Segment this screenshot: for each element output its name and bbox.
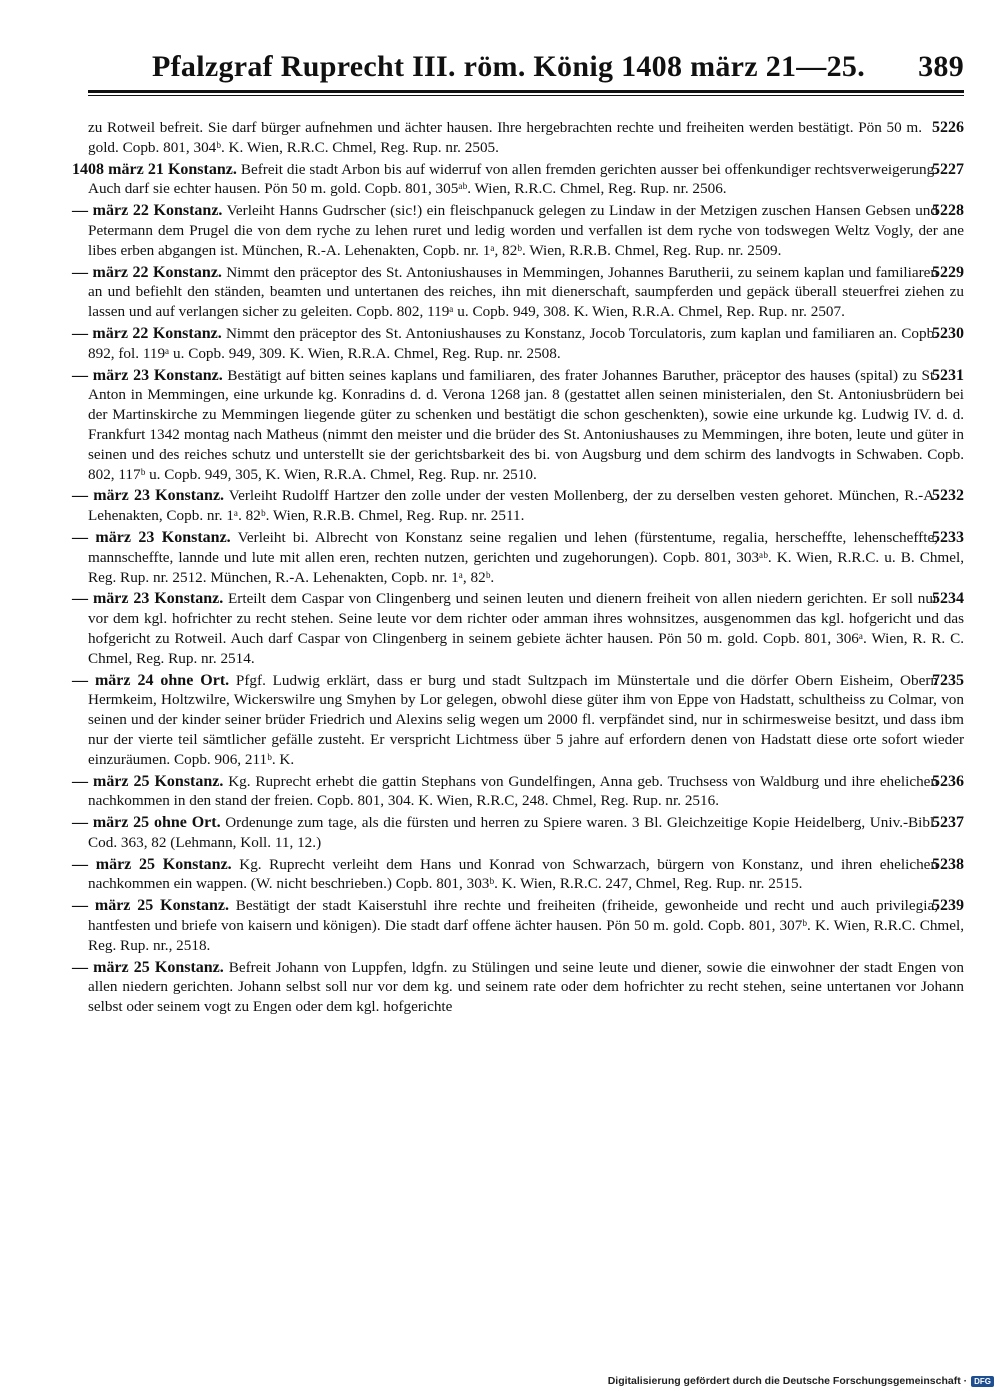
regest-number: 5232 [932,487,964,505]
regest-number: 5231 [932,366,964,384]
regest-entry [72,201,964,260]
footer [608,1375,994,1387]
regest-entry [72,772,964,812]
regest-number: 5229 [932,263,964,281]
regest-entry [72,118,964,158]
regest-text: Verleiht Rudolff Hartzer den zolle under der vesten Mollenberg, der zu derselben vesten gehoret. München, R.-A. Lehenakten, Copb. nr. 1ᵃ. 82ᵇ. Wien, R.R.B. Chmel, Reg. Rup. nr. 2511. [88,487,938,525]
regest-text: Nimmt den präceptor des St. Antoniushauses zu Konstanz, Jocob Torculatoris, zum kaplan und familiaren an. Copb. 892, fol. 119ᵃ u. Copb. 949, 309. K. Wien, R.R.A. Chmel, Reg. Rup. nr. 2508. [88,324,939,362]
regesta-list [72,118,964,1019]
regest-text: Befreit die stadt Arbon bis auf widerruf von allen fremden gerichten ausser bei offenkundiger rechtsverweigerung. Auch darf sie echter hausen. Pön 50 m. gold. Copb. 801, 305ᵃᵇ. Wien, R.R.C. Chmel, Reg. Rup. nr. 2506. [88,160,939,198]
regest-number: 5227 [932,160,964,178]
regest-number: 5237 [932,814,964,832]
regest-date-place: — märz 25 Konstanz. [72,772,224,790]
page-header [88,38,964,84]
regest-entry [72,486,964,526]
regest-entry [72,160,964,200]
regest-date-place: — märz 25 Konstanz. [72,897,230,915]
regest-number: 5234 [932,590,964,608]
regest-number: 7235 [932,671,964,689]
regest-entry [72,528,964,587]
regest-text: Befreit Johann von Luppfen, ldgfn. zu Stülingen und seine leute und diener, sowie die einwohner der stadt Engen von allen niedern gerichten. Johann selbst soll nur vor dem kg. und seinem rate oder dem hofrichter zu recht stehen, seine untertanen vor Johann selbst oder seinem vogt zu Engen oder dem kgl. hofgerichte [88,958,965,1016]
regest-date-place: — märz 23 Konstanz. [72,366,223,384]
header-rule-thin [88,95,964,96]
regest-text: Pfgf. Ludwig erklärt, dass er burg und stadt Sultzpach im Münstertale und die dörfer Obern Eisheim, Obern Hermkeim, Holtzwilre, Wickerswilre ung Smyhen by Lor gelegen, obwohl diese güter ihm von Eppe von Hadstatt, schultheiss zu Colmar, von seinen und der kinder seiner brüder Friedrich und Alexins selig wegen um 2000 fl. verpfändet sind, nur in schirmesweise besitzt, und dass ibm nur der vierte teil sämtlicher gefälle zusteht. Er verspricht Lichtmess über 5 jahre auf erfordern denen von Hadstatt diese orte sofort wieder einzuräumen. Copb. 906, 211ᵇ. K. [88,671,964,768]
regest-text: Verleiht bi. Albrecht von Konstanz seine regalien und lehen (fürstentume, regalia, herscheffte, lehenscheffte, mannscheffte, lannde und lute mit allen eren, rechten nutzen, gerichten und zugehorungen). Copb. 801, 303ᵃᵇ. K. Wien, R.R.C. u. B. Chmel, Reg. Rup. nr. 2512. München, R.-A. Lehenakten, Copb. nr. 1ᵃ, 82ᵇ. [88,528,964,586]
regest-text: Ordenunge zum tage, als die fürsten und herren zu Spiere waren. 3 Bl. Gleichzeitige Kopie Heidelberg, Univ.-Bibl. Cod. 363, 82 (Lehmann, Koll. 11, 12.) [88,814,939,851]
dfg-logo-icon: DFG [971,1376,994,1387]
regest-number: 5238 [932,855,964,873]
regest-date-place: — märz 25 ohne Ort. [72,814,221,832]
page-number: 389 [918,50,964,83]
regest-date-place: — märz 23 Konstanz. [72,590,224,608]
regest-date-place: 1408 märz 21 Konstanz. [72,160,237,178]
regest-date-place: — märz 22 Konstanz. [72,202,223,220]
regest-date-place: — märz 22 Konstanz. [72,263,222,281]
header-rule-thick [88,90,964,93]
regest-text: Kg. Ruprecht erhebt die gattin Stephans von Gundelfingen, Anna geb. Truchsess von Waldburg und ihre ehelichen nachkommen in den stand der freien. Copb. 801, 304. K. Wien, R.R.C, 248. Chmel, Reg. Rup. nr. 2516. [88,772,939,810]
regest-entry [72,366,964,485]
page-title: Pfalzgraf Ruprecht III. röm. König 1408 märz 21—25. [152,50,865,83]
regest-entry [72,589,964,668]
regest-text: Nimmt den präceptor des St. Antoniushauses in Memmingen, Johannes Barutherii, zu seinem kaplan und familiaren an und befiehlt den ständen, beamten und untertanen des reiches, ihn mit dienerschaft, saumpferden und gepäck überall steuerfrei ziehen zu lassen und auf verlangen sicher zu geleiten. Copb. 802, 119ᵃ u. Copb. 949, 308. K. Wien, R.R.A. Chmel, Rep. Rup. nr. 2507. [88,263,964,321]
regest-entry [72,958,964,1017]
regest-text: Kg. Ruprecht verleiht dem Hans und Konrad von Schwarzach, bürgern von Konstanz, und ihren ehelichen nachkommen ein wappen. (W. nicht beschrieben.) Copb. 801, 303ᵇ. K. Wien, R.R.C. 247, Chmel, Reg. Rup. nr. 2515. [88,855,938,893]
regest-number: 5239 [932,897,964,915]
regest-entry [72,896,964,955]
regest-date-place: — märz 23 Konstanz. [72,528,231,546]
regest-number: 5230 [932,324,964,342]
regest-date-place: — märz 25 Konstanz. [72,958,224,976]
footer-text: Digitalisierung gefördert durch die Deutsche Forschungsgemeinschaft · [607,1375,968,1387]
regest-entry [72,324,964,364]
regest-number: 5228 [932,202,964,220]
regest-text: Bestätigt auf bitten seines kaplans und familiaren, des frater Johannes Baruther, präceptor des hauses (spital) zu St. Anton in Memmingen, eine urkunde kg. Konradins d. d. Verona 1268 jan. 8 (gestattet allen seinen ministerialen, den St. Antoniusbrüdern bei der Martinskirche zu Memmingen liegende güter zu schenken und bestätigt die schon geschenkten), sowie eine urkunde kg. Ludwig IV. d. d. Frankfurt 1342 montag nach Matheus (nimmt den meister und die brüder des St. Antoniushauses zu Memmingen, ihre boten, leute und güter in seinen und des reiches schutz und unterstellt sie der gerichtsbarkeit des bi. von Augsburg und dem schirm des landvogts in Schwaben. Copb. 802, 117ᵇ u. Copb. 949, 305, K. Wien, R.R.A. Chmel, Reg. Rup. nr. 2510. [88,366,964,483]
regest-entry [72,671,964,770]
regest-number: 5226 [932,119,964,136]
regest-date-place: — märz 22 Konstanz. [72,324,222,342]
regest-text: Erteilt dem Caspar von Clingenberg und seinen leuten und dienern freiheit von allen niedern gerichten. Er soll nur vor dem kgl. hofrichter zu recht stehen. Seine leute vor dem richter oder amman ihres wohnsitzes, ausgenommen das kgl. hofgericht und das hofgericht zu Rotweil. Auch darf Caspar von Clingenberg in seinem gebiete ächter hausen. Pön 50 m. gold. Copb. 801, 306ᵃ. Wien, R. R. C. Chmel, Reg. Rup. nr. 2514. [88,590,964,667]
regest-text: Verleiht Hanns Gudrscher (sic!) ein fleischpanuck gelegen zu Lindaw in der Metzigen zuschen Hansen Gebsen und Petermann dem Prugel die von dem ryche zu lehen ruret und ledig worden und verfallen ist dem ryche von todswegen Weltz Vogly, der ane libes erben abgangen ist. München, R.-A. Lehenakten, Copb. nr. 1ᵃ, 82ᵇ. Wien, R.R.B. Chmel, Reg. Rup. nr. 2509. [88,202,964,259]
regest-entry [72,263,964,322]
regest-text: zu Rotweil befreit. Sie darf bürger aufnehmen und ächter hausen. Ihre hergebrachten rechte und freiheiten werden bestätigt. Pön 50 m. gold. Copb. 801, 304ᵇ. K. Wien, R.R.C. Chmel, Reg. Rup. nr. 2505. [88,119,922,156]
regest-number: 5236 [932,772,964,790]
regest-date-place: — märz 23 Konstanz. [72,487,225,505]
regest-date-place: — märz 24 ohne Ort. [72,671,230,689]
regest-number: 5233 [932,528,964,546]
regest-entry [72,813,964,853]
regest-entry [72,855,964,895]
regest-text: Bestätigt der stadt Kaiserstuhl ihre rechte und freiheiten (friheide, gewonheide und recht und auch privilegia, hantfesten und briefe von kaisern und königen). Die stadt darf offene ächter hausen. Pön 50 m. gold. Copb. 801, 307ᵇ. K. Wien, R.R.C. Chmel, Reg. Rup. nr., 2518. [88,897,964,954]
regest-date-place: — märz 25 Konstanz. [72,855,232,873]
